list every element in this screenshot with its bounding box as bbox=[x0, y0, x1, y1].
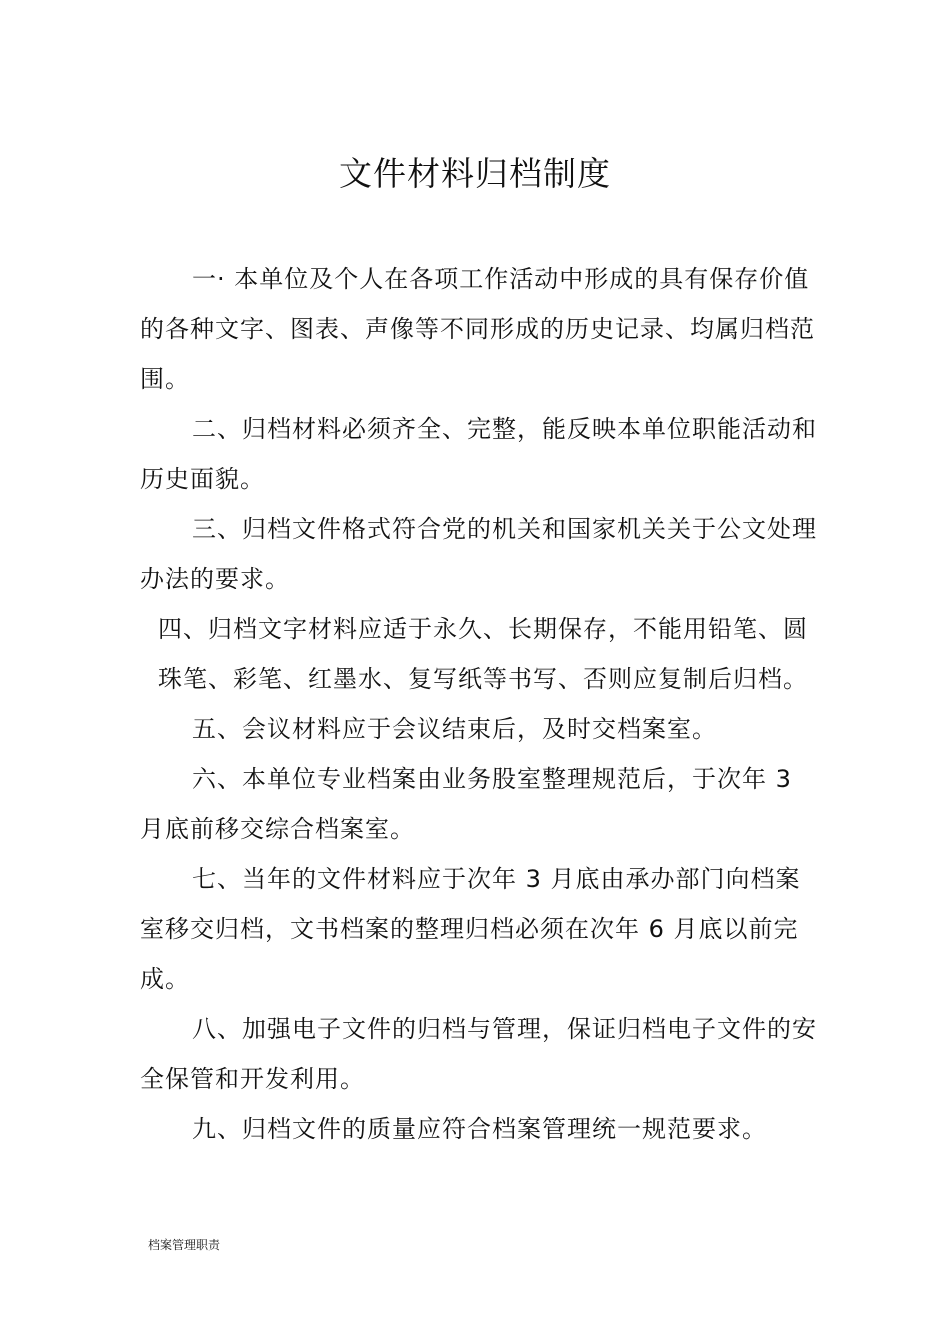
paragraph-3: 三、归档文件格式符合党的机关和国家机关关于公文处理办法的要求。 bbox=[140, 515, 817, 593]
document-body bbox=[140, 254, 825, 1154]
paragraph-5: 五、会议材料应于会议结束后，及时交档案室。 bbox=[192, 715, 717, 743]
paragraph-9: 九、归档文件的质量应符合档案管理统一规范要求。 bbox=[192, 1115, 767, 1143]
paragraph-7: 七、当年的文件材料应于次年 3 月底由承办部门向档案室移交归档，文书档案的整理归档必须在次年 6 月底以前完成。 bbox=[140, 865, 801, 993]
paragraph-2: 二、归档材料必须齐全、完整，能反映本单位职能活动和历史面貌。 bbox=[140, 415, 817, 493]
footer-note: 档案管理职责 bbox=[148, 1238, 221, 1252]
paragraph-1: 一· 本单位及个人在各项工作活动中形成的具有保存价值的各种文字、图表、声像等不同形成的历史记录、均属归档范围。 bbox=[140, 265, 815, 393]
paragraph-8: 八、加强电子文件的归档与管理，保证归档电子文件的安全保管和开发利用。 bbox=[140, 1015, 817, 1093]
page-title: 文件材料归档制度 bbox=[339, 154, 611, 193]
paragraph-4: 四、归档文字材料应适于永久、长期保存，不能用铅笔、圆珠笔、彩笔、红墨水、复写纸等书写、否则应复制后归档。 bbox=[158, 615, 808, 693]
paragraph-6: 六、本单位专业档案由业务股室整理规范后，于次年 3 月底前移交综合档案室。 bbox=[140, 765, 792, 843]
